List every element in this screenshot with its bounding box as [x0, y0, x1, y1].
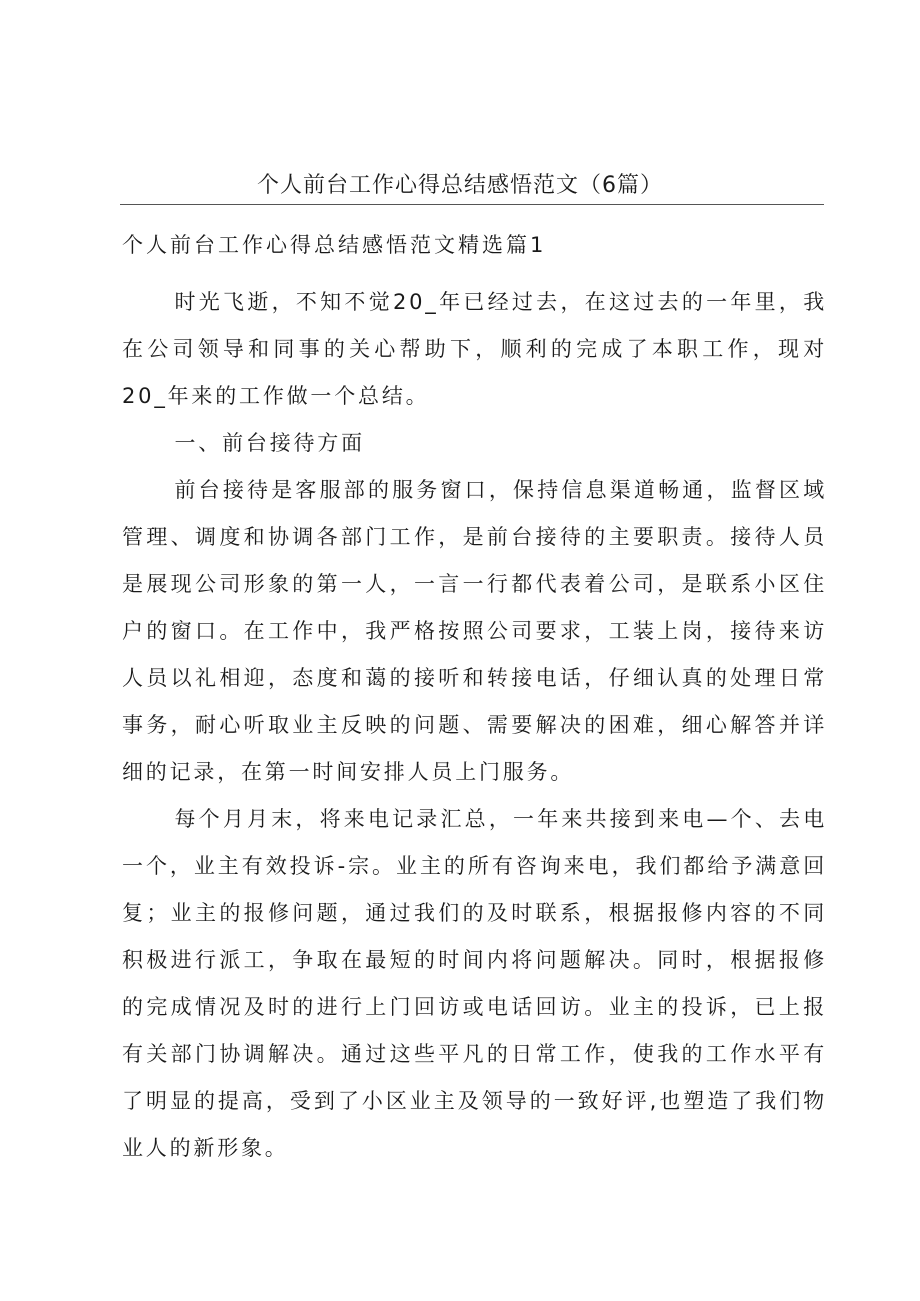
paragraph-monthly-summary: 每个月月末，将来电记录汇总，一年来共接到来电—个、去电一个，业主有效投诉-宗。业主的所有咨询来电，我们都给予满意回复；业主的报修问题，通过我们的及时联系，根据报修内容的不同积极进行派工，争取在最短的时间内将问题解决。同时，根据报修的完成情况及时的进行上门回访或电话回访。业主的投诉，已上报有关部门协调解决。通过这些平凡的日常工作，使我的工作水平有了明显的提高，受到了小区业主及领导的一致好评,也塑造了我们物业人的新形象。 — [122, 807, 827, 1160]
document-title: 个人前台工作心得总结感悟范文（6篇） — [257, 173, 663, 198]
paragraph-intro: 时光飞逝，不知不觉20_年已经过去，在这过去的一年里，我在公司领导和同事的关心帮助下，顺利的完成了本职工作，现对20_年来的工作做一个总结。 — [122, 290, 827, 408]
paragraph-reception-duties: 前台接待是客服部的服务窗口，保持信息渠道畅通，监督区域管理、调度和协调各部门工作，是前台接待的主要职责。接待人员是展现公司形象的第一人，一言一行都代表着公司，是联系小区住户的窗口。在工作中，我严格按照公司要求，工装上岗，接待来访人员以礼相迎，态度和蔼的接听和转接电话，仔细认真的处理日常事务，耐心听取业主反映的问题、需要解决的困难，细心解答并详细的记录，在第一时间安排人员上门服务。 — [122, 478, 827, 784]
document-body — [122, 279, 827, 1172]
title-divider — [120, 204, 824, 205]
section-heading: 个人前台工作心得总结感悟范文精选篇1 — [122, 233, 547, 257]
paragraph-subheading-reception: 一、前台接待方面 — [174, 431, 365, 455]
